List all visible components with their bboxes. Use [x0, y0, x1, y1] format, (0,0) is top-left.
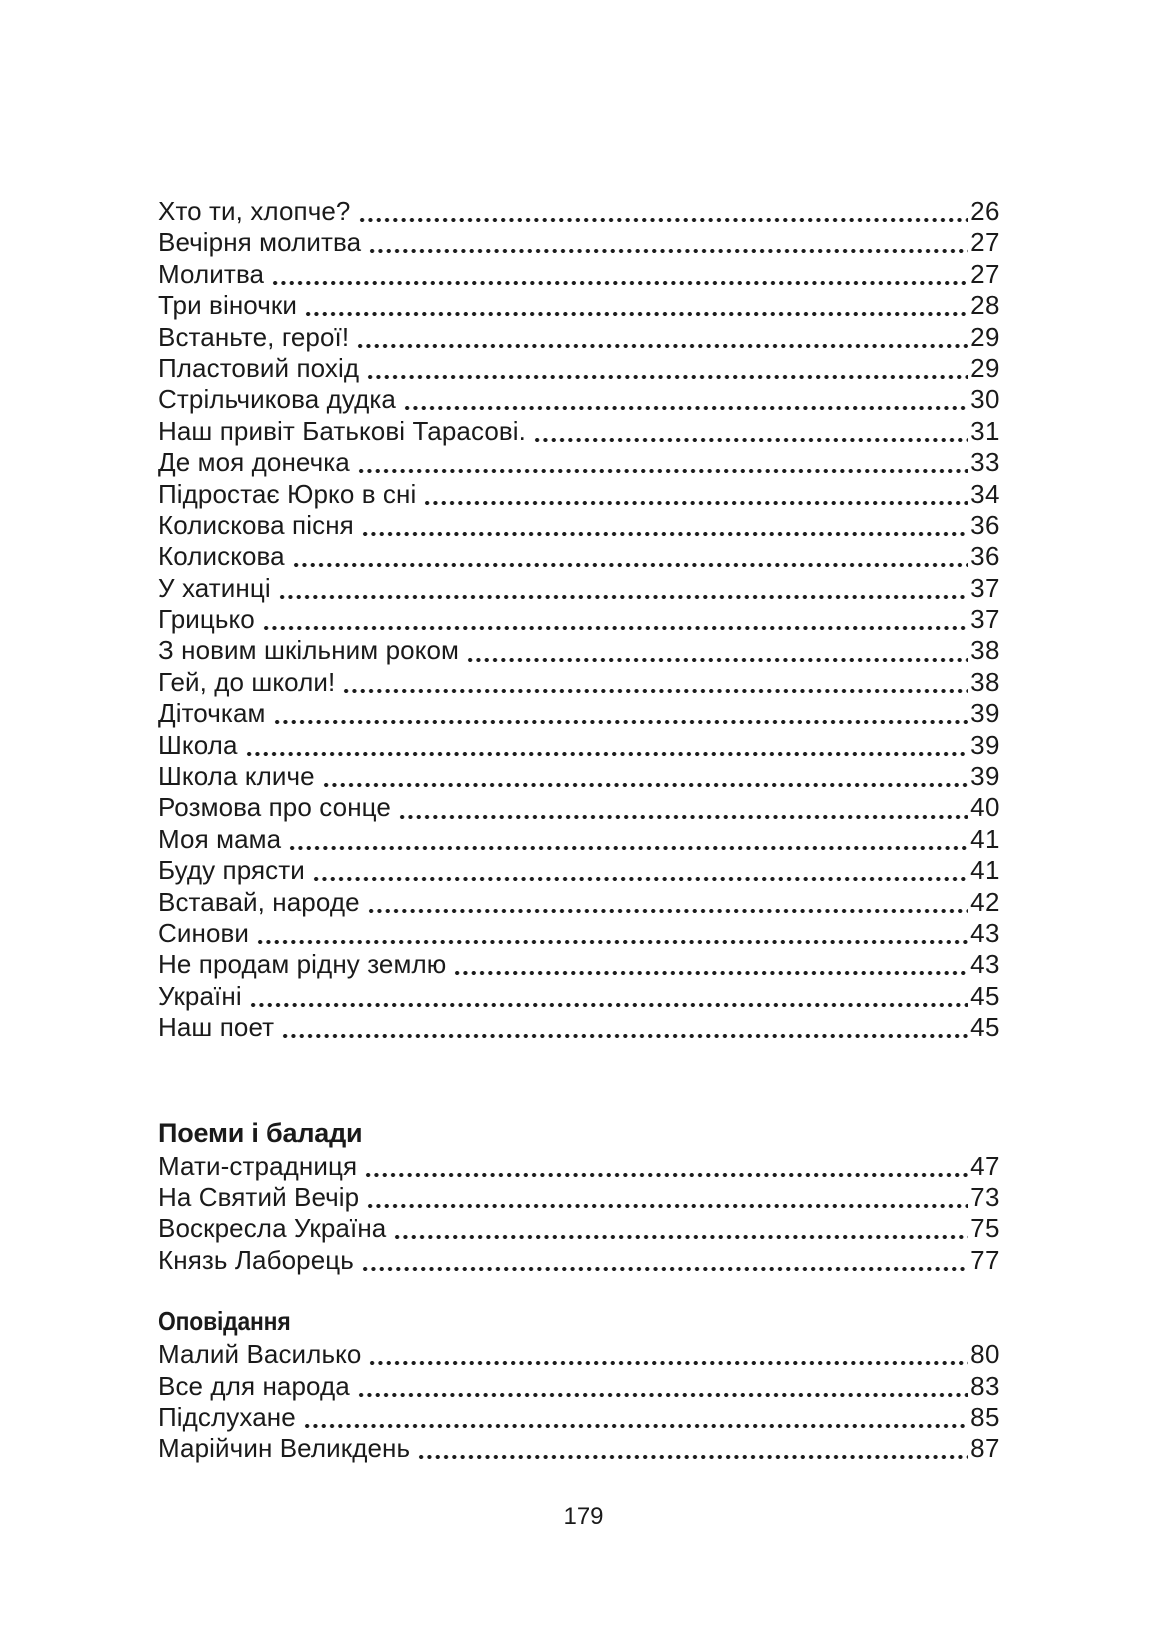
toc-entry-title: Школа	[158, 729, 238, 760]
dot-leader	[366, 353, 968, 384]
toc-entry-title: Буду прясти	[158, 855, 305, 886]
toc-entry-title: Підслухане	[158, 1401, 296, 1432]
dot-leader	[262, 604, 968, 635]
toc-entry	[158, 949, 1000, 980]
toc-entry	[158, 1151, 1000, 1182]
dot-leader	[273, 698, 969, 729]
toc-entry	[158, 981, 1000, 1012]
toc-entry-title: Пластовий похід	[158, 352, 360, 383]
toc-entry-page-number: 36	[970, 509, 1000, 540]
toc-entry	[158, 792, 1000, 823]
toc-entry-title: Хто ти, хлопче?	[158, 196, 351, 226]
toc-section	[158, 196, 1000, 1044]
dot-leader	[358, 196, 969, 227]
toc-entry-page-number: 31	[970, 415, 1000, 446]
dot-leader	[357, 1371, 968, 1402]
toc-entry-page-number: 26	[970, 196, 1000, 226]
dot-leader	[453, 949, 968, 980]
toc-entry-title: Наш поет	[158, 1012, 275, 1043]
toc-entry-title: Князь Лаборець	[158, 1244, 354, 1275]
toc-entry	[158, 510, 1000, 541]
dot-leader	[398, 792, 968, 823]
dot-leader	[367, 887, 968, 918]
toc-entry-page-number: 37	[970, 572, 1000, 603]
toc-entry	[158, 635, 1000, 666]
dot-leader	[466, 635, 968, 666]
dot-leader	[278, 573, 968, 604]
section-heading: Поеми і балади	[158, 1117, 363, 1148]
dot-leader	[256, 918, 968, 949]
toc-entry	[158, 1433, 1000, 1464]
toc-entry	[158, 604, 1000, 635]
toc-entry-page-number: 37	[970, 604, 1000, 635]
toc-entry	[158, 1402, 1000, 1433]
toc-entry-page-number: 38	[970, 666, 1000, 697]
toc-entry-title: Розмова про сонце	[158, 792, 391, 823]
toc-entry-title: Колискова	[158, 541, 285, 572]
toc-entry-title: Моя мама	[158, 823, 282, 854]
toc-entry-page-number: 85	[970, 1401, 1000, 1432]
toc-entry-title: Вставай, народе	[158, 886, 360, 917]
toc-entry-page-number: 43	[970, 917, 1000, 948]
toc-entry-title: Україні	[158, 980, 242, 1011]
dot-leader	[322, 761, 968, 792]
toc-section	[158, 1303, 1000, 1465]
toc-entry-page-number: 39	[970, 761, 1000, 792]
toc-entry	[158, 541, 1000, 572]
toc-entry	[158, 761, 1000, 792]
toc-entry	[158, 259, 1000, 290]
dot-leader	[245, 730, 969, 761]
toc-entry	[158, 1182, 1000, 1213]
toc-entry-title: Мати-страдниця	[158, 1150, 358, 1181]
dot-leader	[312, 855, 968, 886]
dot-leader	[292, 541, 968, 572]
toc-entry-title: Синови	[158, 917, 250, 948]
toc-entry-title: Три віночки	[158, 290, 298, 321]
toc-entry-title: Школа кличе	[158, 761, 315, 792]
toc-entry-page-number: 39	[970, 698, 1000, 729]
toc-entry-page-number: 34	[970, 478, 1000, 509]
toc-entry-title: Діточкам	[158, 698, 266, 729]
toc-entry-title: Не продам рідну землю	[158, 949, 447, 980]
dot-leader	[288, 824, 968, 855]
toc-entry-title: Малий Василько	[158, 1339, 362, 1370]
page-footer-number: 179	[563, 1503, 604, 1530]
dot-leader	[366, 1182, 968, 1213]
toc-entry	[158, 479, 1000, 510]
toc-entry	[158, 855, 1000, 886]
toc-entry-page-number: 87	[970, 1433, 1000, 1464]
toc-entry-page-number: 45	[970, 980, 1000, 1011]
toc-entry-title: Де моя донечка	[158, 447, 350, 478]
toc-entry-title: У хатинці	[158, 572, 271, 603]
toc-entry-title: Підростає Юрко в сні	[158, 478, 417, 509]
toc-entry	[158, 416, 1000, 447]
toc-entry-title: Грицько	[158, 604, 255, 635]
toc-entry-page-number: 36	[970, 541, 1000, 572]
toc-entry-title: Марійчин Великдень	[158, 1433, 411, 1464]
toc-entry-page-number: 47	[970, 1150, 1000, 1181]
dot-leader	[303, 1402, 968, 1433]
toc-entry	[158, 1371, 1000, 1402]
dot-leader	[533, 416, 968, 447]
toc-entry-title: З новим шкільним роком	[158, 635, 460, 666]
dot-leader	[249, 981, 968, 1012]
toc-entry-page-number: 45	[970, 1012, 1000, 1043]
toc-entry-title: Гей, до школи!	[158, 666, 336, 697]
toc-entry	[158, 227, 1000, 258]
toc-section	[158, 1115, 1000, 1277]
toc-entry-page-number: 33	[970, 447, 1000, 478]
dot-leader	[393, 1213, 968, 1244]
toc-entry-title: Стрільчикова дудка	[158, 384, 396, 415]
toc-entry-page-number: 80	[970, 1339, 1000, 1370]
toc-entry-page-number: 73	[970, 1181, 1000, 1212]
toc-entry-title: Все для народа	[158, 1370, 350, 1401]
toc-entry-title: Встаньте, герої!	[158, 321, 350, 352]
toc-entry	[158, 1012, 1000, 1043]
dot-leader	[342, 667, 968, 698]
toc-entry-page-number: 41	[970, 823, 1000, 854]
toc-entry	[158, 322, 1000, 353]
dot-leader	[271, 259, 968, 290]
dot-leader	[368, 227, 968, 258]
dot-leader	[304, 290, 968, 321]
toc-entry-page-number: 83	[970, 1370, 1000, 1401]
dot-leader	[403, 384, 968, 415]
toc-entry	[158, 1245, 1000, 1276]
toc-entry-page-number: 27	[970, 258, 1000, 289]
toc-entry-page-number: 30	[970, 384, 1000, 415]
toc-entry-title: Колискова пісня	[158, 509, 354, 540]
dot-leader	[417, 1433, 968, 1464]
toc-entry-page-number: 40	[970, 792, 1000, 823]
toc-entry	[158, 573, 1000, 604]
table-of-contents	[158, 196, 1000, 1465]
toc-entry-title: Вечірня молитва	[158, 227, 362, 258]
toc-entry	[158, 918, 1000, 949]
dot-leader	[357, 447, 968, 478]
dot-leader	[356, 322, 968, 353]
toc-entry-title: На Святий Вечір	[158, 1181, 360, 1212]
toc-entry	[158, 1339, 1000, 1370]
dot-leader	[361, 1245, 968, 1276]
toc-entry-page-number: 77	[970, 1244, 1000, 1275]
toc-entry-page-number: 43	[970, 949, 1000, 980]
dot-leader	[281, 1012, 968, 1043]
toc-entry	[158, 353, 1000, 384]
dot-leader	[368, 1339, 968, 1370]
dot-leader	[361, 510, 968, 541]
toc-entry-page-number: 38	[970, 635, 1000, 666]
toc-entry-title: Молитва	[158, 258, 265, 289]
toc-entry	[158, 824, 1000, 855]
toc-entry-page-number: 28	[970, 290, 1000, 321]
dot-leader	[364, 1151, 968, 1182]
toc-entry-title: Наш привіт Батькові Тарасові.	[158, 415, 527, 446]
toc-entry-page-number: 42	[970, 886, 1000, 917]
toc-entry-page-number: 27	[970, 227, 1000, 258]
section-heading: Оповідання	[158, 1306, 291, 1337]
dot-leader	[423, 479, 968, 510]
toc-entry	[158, 698, 1000, 729]
toc-entry-page-number: 39	[970, 729, 1000, 760]
toc-entry-page-number: 29	[970, 321, 1000, 352]
toc-entry	[158, 667, 1000, 698]
toc-entry	[158, 447, 1000, 478]
toc-entry	[158, 384, 1000, 415]
toc-entry-page-number: 41	[970, 855, 1000, 886]
toc-entry-page-number: 75	[970, 1213, 1000, 1244]
toc-entry	[158, 196, 1000, 227]
toc-entry-page-number: 29	[970, 352, 1000, 383]
toc-entry	[158, 290, 1000, 321]
toc-entry-title: Воскресла Україна	[158, 1213, 387, 1244]
toc-entry	[158, 730, 1000, 761]
toc-entry	[158, 1213, 1000, 1244]
toc-entry	[158, 887, 1000, 918]
